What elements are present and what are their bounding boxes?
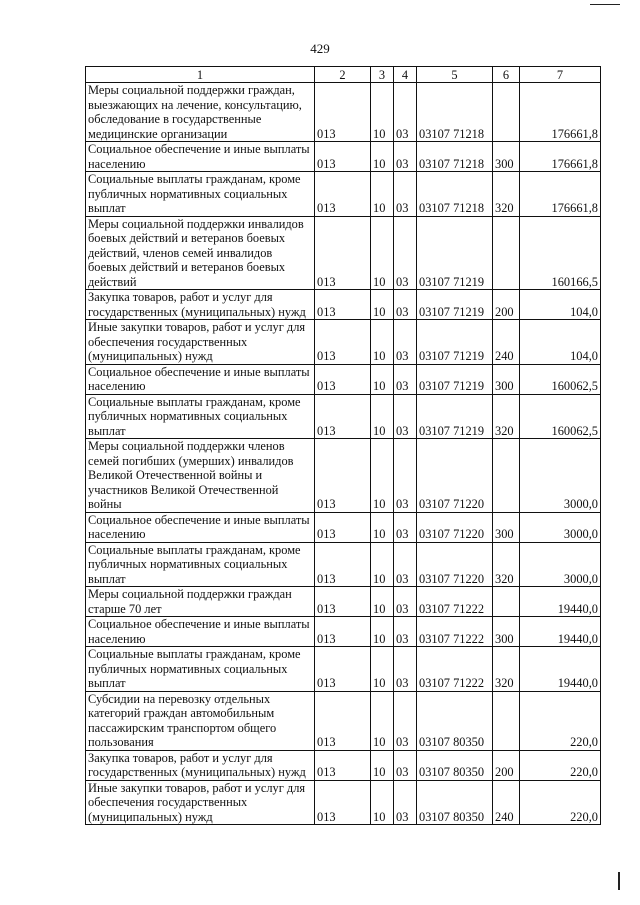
admin-code-cell: 013 bbox=[315, 216, 371, 290]
row-name-cell: Социальное обеспечение и иные выплаты населению bbox=[86, 512, 315, 542]
expense-type-cell: 240 bbox=[493, 320, 520, 365]
admin-code-cell: 013 bbox=[315, 691, 371, 750]
subsection-cell: 03 bbox=[394, 290, 417, 320]
expense-type-cell bbox=[493, 691, 520, 750]
row-name-cell: Закупка товаров, работ и услуг для государственных (муниципальных) нужд bbox=[86, 750, 315, 780]
expense-type-cell: 300 bbox=[493, 512, 520, 542]
row-name-cell: Субсидии на перевозку отдельных категорий граждан автомобильным пассажирским транспортом общего пользования bbox=[86, 691, 315, 750]
section-cell: 10 bbox=[371, 647, 394, 692]
subsection-cell: 03 bbox=[394, 439, 417, 513]
table-row bbox=[86, 691, 601, 750]
section-cell: 10 bbox=[371, 216, 394, 290]
table-row bbox=[86, 587, 601, 617]
row-name-cell: Социальное обеспечение и иные выплаты населению bbox=[86, 142, 315, 172]
subsection-cell: 03 bbox=[394, 647, 417, 692]
column-header: 1 bbox=[86, 67, 315, 83]
subsection-cell: 03 bbox=[394, 364, 417, 394]
subsection-cell: 03 bbox=[394, 512, 417, 542]
amount-cell: 220,0 bbox=[520, 750, 601, 780]
table-header-row bbox=[86, 67, 601, 83]
row-name-cell: Социальные выплаты гражданам, кроме публичных нормативных социальных выплат bbox=[86, 394, 315, 439]
column-header: 5 bbox=[417, 67, 493, 83]
expense-type-cell: 320 bbox=[493, 172, 520, 217]
column-header: 3 bbox=[371, 67, 394, 83]
admin-code-cell: 013 bbox=[315, 617, 371, 647]
expense-type-cell: 320 bbox=[493, 647, 520, 692]
row-name-cell: Меры социальной поддержки граждан, выезжающих на лечение, консультацию, обследование в государственные медицинские организации bbox=[86, 83, 315, 142]
column-header: 7 bbox=[520, 67, 601, 83]
amount-cell: 160062,5 bbox=[520, 394, 601, 439]
row-name-cell: Меры социальной поддержки граждан старше 70 лет bbox=[86, 587, 315, 617]
subsection-cell: 03 bbox=[394, 142, 417, 172]
row-name-cell: Социальное обеспечение и иные выплаты населению bbox=[86, 617, 315, 647]
budget-table bbox=[85, 66, 601, 825]
admin-code-cell: 013 bbox=[315, 750, 371, 780]
subsection-cell: 03 bbox=[394, 320, 417, 365]
admin-code-cell: 013 bbox=[315, 290, 371, 320]
row-name-cell: Иные закупки товаров, работ и услуг для обеспечения государственных (муниципальных) нужд bbox=[86, 780, 315, 825]
table-row bbox=[86, 142, 601, 172]
section-cell: 10 bbox=[371, 691, 394, 750]
margin-mark bbox=[618, 872, 620, 890]
admin-code-cell: 013 bbox=[315, 587, 371, 617]
target-article-cell: 03107 71219 bbox=[417, 216, 493, 290]
table-row bbox=[86, 216, 601, 290]
expense-type-cell: 320 bbox=[493, 394, 520, 439]
expense-type-cell: 200 bbox=[493, 750, 520, 780]
subsection-cell: 03 bbox=[394, 587, 417, 617]
table-row bbox=[86, 512, 601, 542]
subsection-cell: 03 bbox=[394, 691, 417, 750]
row-name-cell: Социальное обеспечение и иные выплаты населению bbox=[86, 364, 315, 394]
target-article-cell: 03107 71219 bbox=[417, 364, 493, 394]
top-rule bbox=[590, 4, 620, 5]
target-article-cell: 03107 71222 bbox=[417, 617, 493, 647]
row-name-cell: Социальные выплаты гражданам, кроме публичных нормативных социальных выплат bbox=[86, 647, 315, 692]
column-header: 2 bbox=[315, 67, 371, 83]
target-article-cell: 03107 71220 bbox=[417, 542, 493, 587]
section-cell: 10 bbox=[371, 290, 394, 320]
subsection-cell: 03 bbox=[394, 780, 417, 825]
expense-type-cell bbox=[493, 216, 520, 290]
admin-code-cell: 013 bbox=[315, 320, 371, 365]
section-cell: 10 bbox=[371, 439, 394, 513]
admin-code-cell: 013 bbox=[315, 542, 371, 587]
admin-code-cell: 013 bbox=[315, 142, 371, 172]
subsection-cell: 03 bbox=[394, 83, 417, 142]
target-article-cell: 03107 71222 bbox=[417, 647, 493, 692]
subsection-cell: 03 bbox=[394, 542, 417, 587]
amount-cell: 3000,0 bbox=[520, 512, 601, 542]
admin-code-cell: 013 bbox=[315, 780, 371, 825]
admin-code-cell: 013 bbox=[315, 364, 371, 394]
expense-type-cell: 320 bbox=[493, 542, 520, 587]
target-article-cell: 03107 71218 bbox=[417, 172, 493, 217]
amount-cell: 220,0 bbox=[520, 780, 601, 825]
table-row bbox=[86, 290, 601, 320]
table-body bbox=[86, 83, 601, 825]
amount-cell: 19440,0 bbox=[520, 617, 601, 647]
row-name-cell: Социальные выплаты гражданам, кроме публичных нормативных социальных выплат bbox=[86, 172, 315, 217]
row-name-cell: Иные закупки товаров, работ и услуг для обеспечения государственных (муниципальных) нужд bbox=[86, 320, 315, 365]
table-row bbox=[86, 780, 601, 825]
expense-type-cell bbox=[493, 83, 520, 142]
table-row bbox=[86, 617, 601, 647]
subsection-cell: 03 bbox=[394, 750, 417, 780]
amount-cell: 176661,8 bbox=[520, 83, 601, 142]
section-cell: 10 bbox=[371, 320, 394, 365]
expense-type-cell: 300 bbox=[493, 364, 520, 394]
table-row bbox=[86, 83, 601, 142]
table-row bbox=[86, 364, 601, 394]
target-article-cell: 03107 80350 bbox=[417, 780, 493, 825]
column-header: 6 bbox=[493, 67, 520, 83]
target-article-cell: 03107 80350 bbox=[417, 750, 493, 780]
table-row bbox=[86, 750, 601, 780]
amount-cell: 19440,0 bbox=[520, 647, 601, 692]
page-number: 429 bbox=[310, 41, 330, 56]
section-cell: 10 bbox=[371, 780, 394, 825]
table-row bbox=[86, 647, 601, 692]
table-row bbox=[86, 542, 601, 587]
subsection-cell: 03 bbox=[394, 216, 417, 290]
expense-type-cell bbox=[493, 439, 520, 513]
section-cell: 10 bbox=[371, 364, 394, 394]
amount-cell: 176661,8 bbox=[520, 142, 601, 172]
table-row bbox=[86, 320, 601, 365]
row-name-cell: Закупка товаров, работ и услуг для государственных (муниципальных) нужд bbox=[86, 290, 315, 320]
target-article-cell: 03107 71222 bbox=[417, 587, 493, 617]
expense-type-cell: 240 bbox=[493, 780, 520, 825]
row-name-cell: Меры социальной поддержки членов семей погибших (умерших) инвалидов Великой Отечественной войны и участников Великой Отечественной войны bbox=[86, 439, 315, 513]
section-cell: 10 bbox=[371, 587, 394, 617]
target-article-cell: 03107 71220 bbox=[417, 439, 493, 513]
table-row bbox=[86, 172, 601, 217]
section-cell: 10 bbox=[371, 394, 394, 439]
section-cell: 10 bbox=[371, 142, 394, 172]
amount-cell: 160166,5 bbox=[520, 216, 601, 290]
expense-type-cell: 300 bbox=[493, 617, 520, 647]
admin-code-cell: 013 bbox=[315, 172, 371, 217]
subsection-cell: 03 bbox=[394, 394, 417, 439]
target-article-cell: 03107 71219 bbox=[417, 320, 493, 365]
subsection-cell: 03 bbox=[394, 172, 417, 217]
amount-cell: 176661,8 bbox=[520, 172, 601, 217]
target-article-cell: 03107 71219 bbox=[417, 394, 493, 439]
amount-cell: 104,0 bbox=[520, 320, 601, 365]
admin-code-cell: 013 bbox=[315, 647, 371, 692]
amount-cell: 160062,5 bbox=[520, 364, 601, 394]
admin-code-cell: 013 bbox=[315, 439, 371, 513]
amount-cell: 19440,0 bbox=[520, 587, 601, 617]
table-row bbox=[86, 394, 601, 439]
target-article-cell: 03107 80350 bbox=[417, 691, 493, 750]
amount-cell: 3000,0 bbox=[520, 542, 601, 587]
target-article-cell: 03107 71219 bbox=[417, 290, 493, 320]
admin-code-cell: 013 bbox=[315, 512, 371, 542]
admin-code-cell: 013 bbox=[315, 83, 371, 142]
table-row bbox=[86, 439, 601, 513]
expense-type-cell bbox=[493, 587, 520, 617]
section-cell: 10 bbox=[371, 172, 394, 217]
expense-type-cell: 300 bbox=[493, 142, 520, 172]
expense-type-cell: 200 bbox=[493, 290, 520, 320]
amount-cell: 3000,0 bbox=[520, 439, 601, 513]
column-header: 4 bbox=[394, 67, 417, 83]
row-name-cell: Социальные выплаты гражданам, кроме публичных нормативных социальных выплат bbox=[86, 542, 315, 587]
section-cell: 10 bbox=[371, 617, 394, 647]
admin-code-cell: 013 bbox=[315, 394, 371, 439]
section-cell: 10 bbox=[371, 542, 394, 587]
row-name-cell: Меры социальной поддержки инвалидов боевых действий и ветеранов боевых действий, членов семей инвалидов боевых действий и ветеранов боевых действий bbox=[86, 216, 315, 290]
section-cell: 10 bbox=[371, 750, 394, 780]
section-cell: 10 bbox=[371, 83, 394, 142]
subsection-cell: 03 bbox=[394, 617, 417, 647]
amount-cell: 220,0 bbox=[520, 691, 601, 750]
target-article-cell: 03107 71218 bbox=[417, 83, 493, 142]
section-cell: 10 bbox=[371, 512, 394, 542]
target-article-cell: 03107 71218 bbox=[417, 142, 493, 172]
target-article-cell: 03107 71220 bbox=[417, 512, 493, 542]
amount-cell: 104,0 bbox=[520, 290, 601, 320]
